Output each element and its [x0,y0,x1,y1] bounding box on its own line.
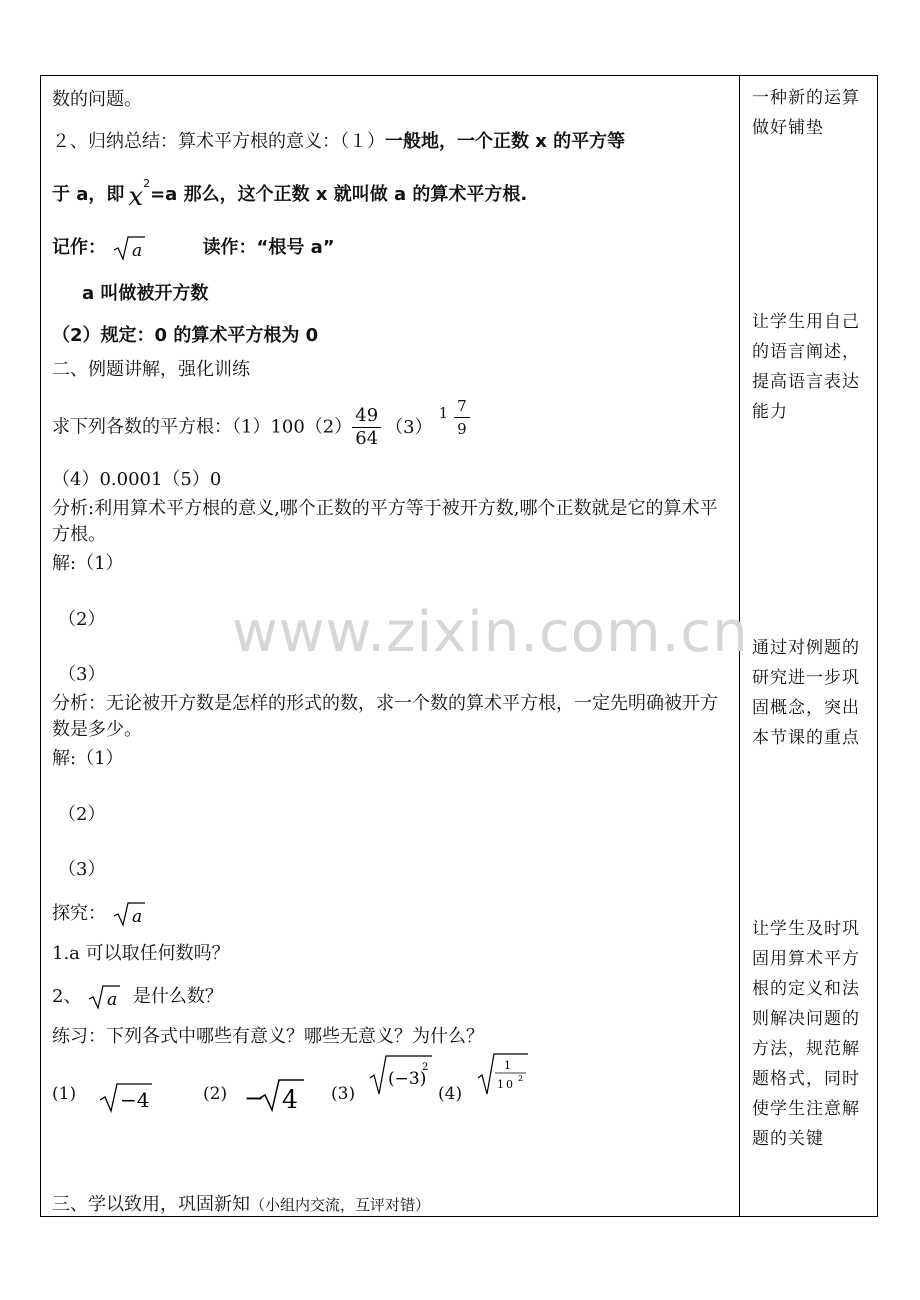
definition-b: =a 那么，这个正数 x 就叫做 a 的算术平方根. [150,184,528,205]
watermark: www.zixin.com.cn [232,600,749,665]
solution-1-3: （3） [58,664,106,685]
practice-4-den: 10 [497,1078,515,1091]
explore-q2-prefix: 2、 [52,986,82,1007]
explore-question-2 [52,983,223,1011]
summary-prefix: ２、归纳总结：算术平方根的意义：（１） [52,131,385,152]
explore-question-1: 1.a 可以取任何数吗？ [52,943,230,964]
mixed-numerator: 7 [454,395,470,418]
sqrt-minus-4 [98,1080,154,1114]
analysis-2: 分析：无论被开方数是怎样的形式的数，求一个数的算术平方根，一定先明确被开方数是多少。 [52,693,718,740]
sqrt-a-symbol [87,983,121,1011]
neg-sqrt-4 [242,1076,306,1114]
fraction-49-64 [352,405,381,450]
sqrt-a-symbol [112,900,146,928]
mixed-fraction [454,395,470,440]
side-note-4: 让学生及时巩固用算术平方根的定义和法则解决问题的方法，规范解题格式，同时使学生注意解题的关键 [752,919,860,1149]
notation-label: 记作： [52,237,106,258]
radicand-definition: a 叫做被开方数 [82,283,209,304]
definition-a: 于 a，即 [52,184,125,205]
practice-3-exp: 2 [422,1062,429,1073]
practice-3-label: (3) [331,1084,356,1104]
practice-4-num: 1 [504,1059,511,1072]
fraction-denominator: 64 [355,428,379,449]
mixed-denominator: 9 [457,420,467,438]
section-3-heading [52,1193,430,1217]
practice-2-label: (2) [203,1084,228,1104]
text-line-1: 数的问题。 [52,89,142,110]
question-mid: （3） [385,416,433,438]
question-line [52,397,470,450]
section-3-note: （小组内交流，互评对错） [250,1196,431,1214]
side-note-2: 让学生用自己的语言阐述，提高语言表达能力 [752,312,860,422]
solution-2-3: （3） [58,859,106,880]
summary-line [52,130,625,154]
sqrt-radicand: a [132,241,143,261]
solution-1-2: （2） [58,609,106,630]
var-x: x [128,182,144,212]
analysis-1: 分析:利用算术平方根的意义,哪个正数的平方等于被开方数,哪个正数就是它的算术平方根。 [52,498,718,545]
practice-3-radicand: (−3) [388,1069,427,1089]
read-as: 读作：“根号 a” [202,237,335,258]
side-note-3: 通过对例题的研究进一步巩固概念，突出本节课的重点 [752,638,860,748]
sqrt-neg3-squared [368,1052,434,1098]
definition-line [52,177,528,212]
sqrt-a-symbol [112,234,146,262]
practice-1-label: (1) [52,1084,77,1104]
fraction-numerator: 49 [352,405,381,428]
solution-1-1: 解:（1） [52,553,124,574]
explore-q2-suffix: 是什么数？ [132,986,223,1007]
question-prefix: 求下列各数的平方根：（1）100（2） [52,416,353,438]
practice-4-exp: 2 [518,1074,524,1083]
practice-2-radicand: 4 [282,1085,298,1114]
explore-radicand: a [131,907,142,927]
rule-line: （2）规定：0 的算术平方根为 0 [52,325,319,346]
section-3-title: 三、学以致用，巩固新知 [52,1194,250,1215]
solution-2-1: 解:（1） [52,748,124,769]
notation-line [52,234,335,262]
explore-line [52,900,146,928]
practice-2-sign: − [244,1084,265,1112]
section-2-heading: 二、例题讲解，强化训练 [52,359,250,380]
question-line-2: （4）0.0001（5）0 [52,469,222,490]
practice-line: 练习：下列各式中哪些有意义？哪些无意义？为什么？ [52,1026,484,1047]
explore-q2-radicand: a [107,990,118,1010]
sqrt-one-over-ten-squared [476,1050,530,1100]
summary-definition: 一般地，一个正数 x 的平方等 [385,131,626,152]
side-note-1: 一种新的运算做好铺垫 [752,88,860,138]
solution-2-2: （2） [58,804,106,825]
mixed-whole: 1 [438,404,449,422]
explore-label: 探究： [52,903,106,924]
exp-2: 2 [143,177,151,190]
practice-1-radicand: −4 [120,1088,150,1112]
practice-4-label: (4) [438,1084,463,1104]
